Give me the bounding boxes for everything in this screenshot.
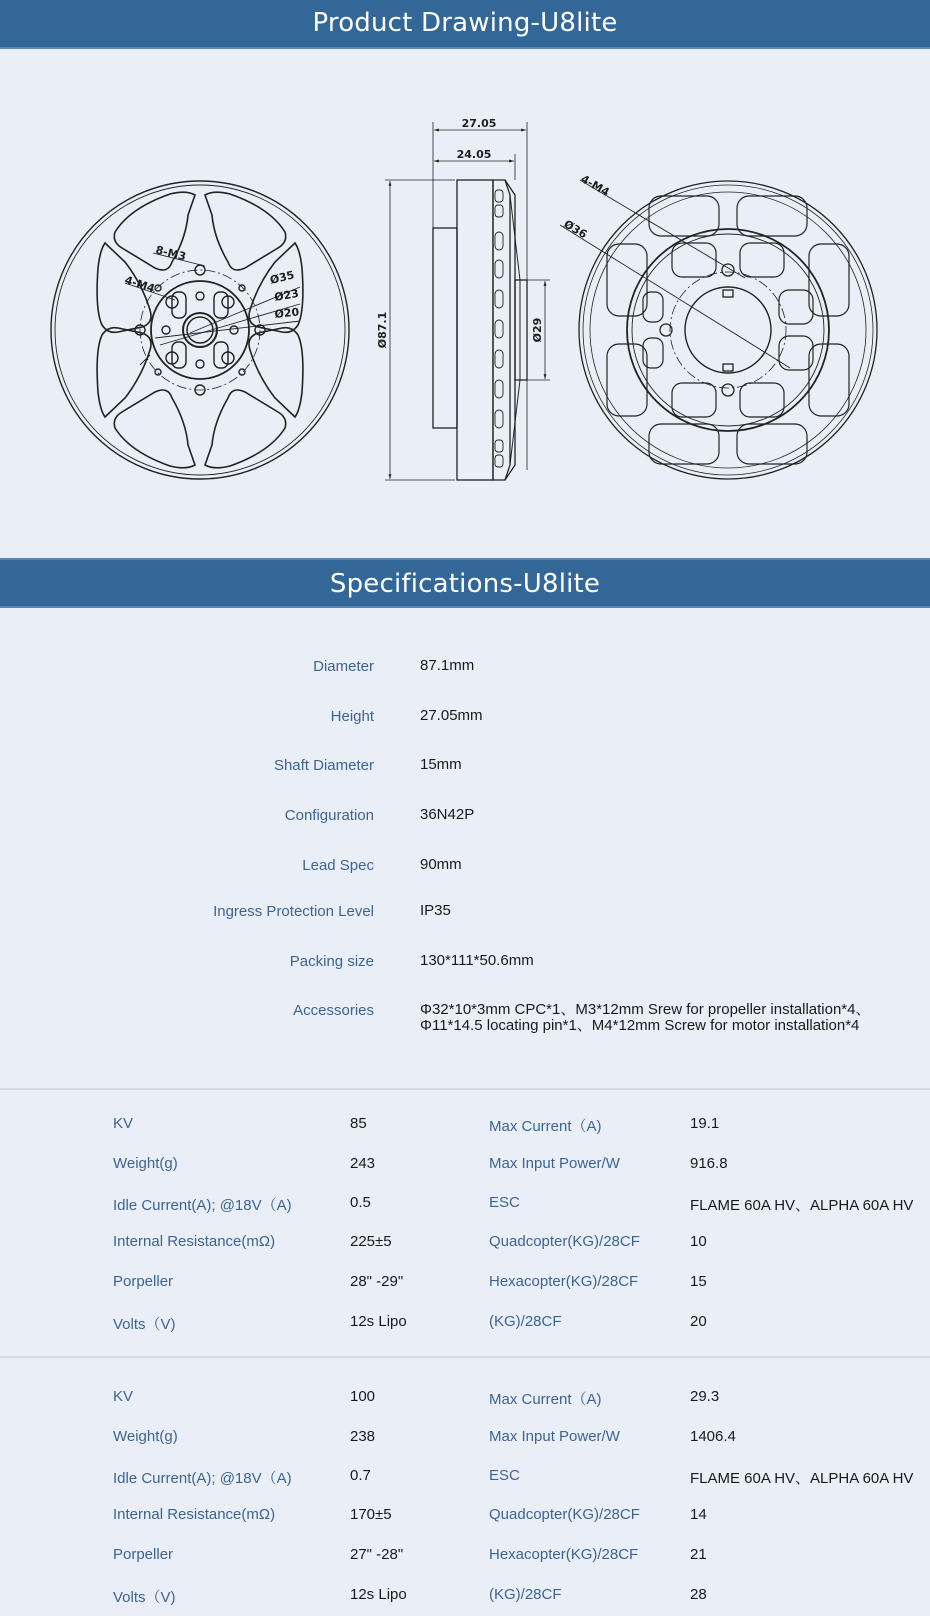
rear-view: [560, 180, 877, 479]
param-value: 12s Lipo: [350, 1313, 407, 1330]
spec-label: Ingress Protection Level: [213, 903, 374, 920]
svg-text:8-M3: 8-M3: [154, 243, 188, 264]
param-label: Volts（V): [113, 1589, 176, 1606]
param-value: 27" -28": [350, 1546, 404, 1563]
param-label: KV: [113, 1388, 134, 1405]
svg-text:Ø36: Ø36: [561, 217, 590, 242]
specifications-title: Specifications-U8lite: [329, 569, 601, 599]
param-label: Idle Current(A); @18V（A): [113, 1470, 292, 1487]
svg-text:4-M4: 4-M4: [123, 273, 157, 296]
param-label: Quadcopter(KG)/28CF: [489, 1506, 640, 1523]
param-value: 0.5: [350, 1194, 371, 1211]
param-value: 14: [690, 1506, 707, 1523]
spec-label: Packing size: [289, 953, 374, 970]
rear-view-labels: [561, 172, 612, 241]
motor-technical-drawing: [0, 49, 930, 558]
param-value: 170±5: [350, 1506, 392, 1523]
spec-label: Shaft Diameter: [273, 757, 374, 774]
spec-value: 90mm: [420, 856, 462, 873]
specifications-header: [0, 558, 930, 608]
param-row: [0, 1388, 930, 1408]
param-row: [0, 1546, 930, 1566]
param-value: 85: [350, 1115, 367, 1132]
svg-text:4-M4: 4-M4: [578, 172, 612, 200]
param-row: [0, 1194, 930, 1214]
param-value: 28" -29": [350, 1273, 404, 1290]
svg-text:27.05: 27.05: [461, 117, 497, 130]
param-value: 100: [350, 1388, 376, 1405]
svg-text:Ø87.1: Ø87.1: [376, 311, 389, 349]
spec-value: 87.1mm: [420, 657, 475, 674]
param-label: ESC: [489, 1467, 520, 1484]
param-row: [0, 1233, 930, 1253]
spec-value-line2: Φ11*14.5 locating pin*1、M4*12mm Screw for motor installation*4: [420, 1017, 860, 1034]
param-label: Max Input Power/W: [489, 1428, 620, 1445]
param-label: Weight(g): [113, 1428, 178, 1445]
svg-text:Ø29: Ø29: [531, 317, 544, 343]
param-row: [0, 1273, 930, 1293]
param-value: 12s Lipo: [350, 1586, 407, 1603]
param-value: 1406.4: [690, 1428, 736, 1445]
spec-value: 130*111*50.6mm: [420, 952, 534, 969]
section-divider: [0, 1088, 930, 1090]
param-label: KV: [113, 1115, 134, 1132]
param-value: 15: [690, 1273, 707, 1290]
param-label: (KG)/28CF: [489, 1586, 562, 1603]
spec-label: Lead Spec: [302, 857, 374, 874]
spec-value: 36N42P: [420, 806, 475, 823]
param-row: [0, 1467, 930, 1487]
param-label: (KG)/28CF: [489, 1313, 562, 1330]
param-label: Hexacopter(KG)/28CF: [489, 1273, 639, 1290]
param-label: ESC: [489, 1194, 520, 1211]
param-label: Internal Resistance(mΩ): [113, 1506, 276, 1523]
svg-text:Ø20: Ø20: [273, 305, 300, 321]
spec-value: 15mm: [420, 756, 462, 773]
param-label: Max Current（A): [489, 1118, 602, 1135]
section-divider: [0, 1356, 930, 1358]
param-value: 243: [350, 1155, 376, 1172]
front-view: [51, 181, 349, 479]
param-label: Hexacopter(KG)/28CF: [489, 1546, 639, 1563]
product-drawing-title: Product Drawing-U8lite: [312, 8, 618, 38]
param-value: 238: [350, 1428, 376, 1445]
param-row: [0, 1115, 930, 1135]
product-drawing: [0, 49, 930, 558]
param-value: 21: [690, 1546, 707, 1563]
param-label: Weight(g): [113, 1155, 178, 1172]
param-row: [0, 1155, 930, 1175]
svg-text:24.05: 24.05: [456, 148, 492, 161]
spec-label: Accessories: [293, 1002, 374, 1019]
param-value: 19.1: [690, 1115, 720, 1132]
param-label: Porpeller: [113, 1273, 174, 1290]
param-value: 0.7: [350, 1467, 371, 1484]
param-value: 29.3: [690, 1388, 720, 1405]
spec-label: Height: [330, 708, 374, 725]
spec-label: Diameter: [313, 658, 374, 675]
param-value: FLAME 60A HV、ALPHA 60A HV: [690, 1470, 914, 1487]
side-view: [385, 122, 550, 480]
param-value: 225±5: [350, 1233, 392, 1250]
spec-label: Configuration: [284, 807, 374, 824]
param-row: [0, 1586, 930, 1606]
svg-text:Ø23: Ø23: [273, 286, 300, 304]
spec-value: 27.05mm: [420, 707, 483, 724]
param-label: Max Input Power/W: [489, 1155, 620, 1172]
param-label: Quadcopter(KG)/28CF: [489, 1233, 640, 1250]
param-value: 916.8: [690, 1155, 728, 1172]
param-label: Max Current（A): [489, 1391, 602, 1408]
param-label: Internal Resistance(mΩ): [113, 1233, 276, 1250]
param-row: [0, 1313, 930, 1333]
param-value: 10: [690, 1233, 707, 1250]
svg-text:Ø35: Ø35: [268, 268, 296, 287]
spec-value: IP35: [420, 902, 451, 919]
param-label: Porpeller: [113, 1546, 174, 1563]
product-drawing-header: [0, 0, 930, 49]
param-value: FLAME 60A HV、ALPHA 60A HV: [690, 1197, 914, 1214]
param-row: [0, 1428, 930, 1448]
param-label: Idle Current(A); @18V（A): [113, 1197, 292, 1214]
param-label: Volts（V): [113, 1316, 176, 1333]
side-view-labels: [376, 117, 544, 348]
param-value: 28: [690, 1586, 707, 1603]
spec-value-line1: Φ32*10*3mm CPC*1、M3*12mm Srew for propeller installation*4、: [420, 1001, 871, 1018]
param-value: 20: [690, 1313, 707, 1330]
param-row: [0, 1506, 930, 1526]
